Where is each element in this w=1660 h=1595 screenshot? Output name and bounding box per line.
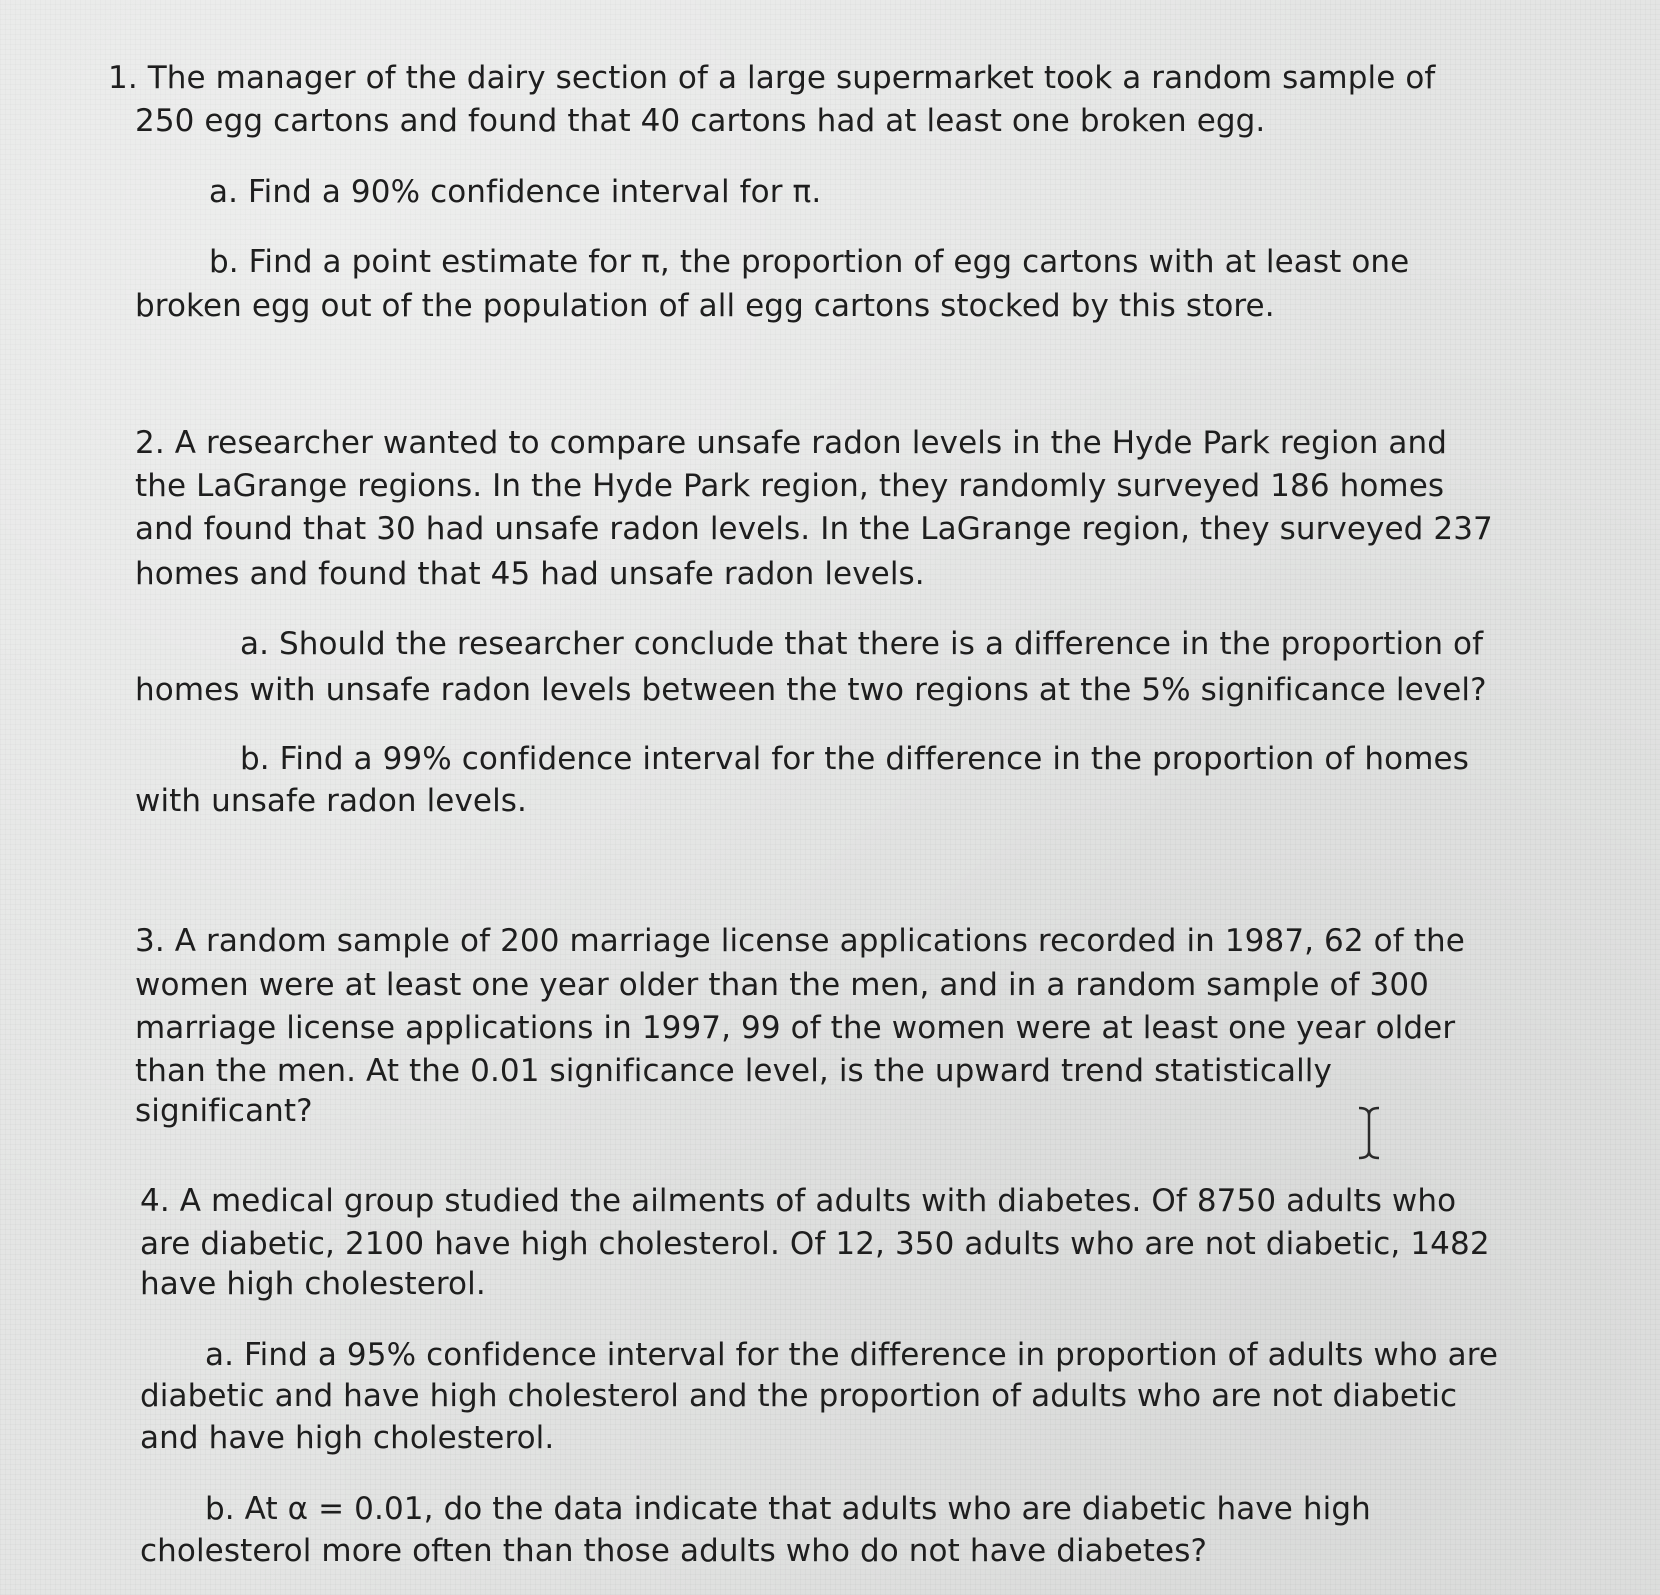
question-3-line-4: than the men. At the 0.01 significance level, is the upward trend statistically bbox=[135, 1053, 1332, 1089]
question-2-line-3: and found that 30 had unsafe radon levels. In the LaGrange region, they surveyed 237 bbox=[135, 511, 1493, 547]
question-3-line-2: women were at least one year older than the men, and in a random sample of 300 bbox=[135, 967, 1429, 1003]
question-4a-line-3: and have high cholesterol. bbox=[140, 1420, 555, 1456]
question-1-line-1: 1. The manager of the dairy section of a large supermarket took a random sample of bbox=[108, 60, 1436, 96]
question-1b-line-1: b. Find a point estimate for π, the proportion of egg cartons with at least one bbox=[209, 244, 1410, 280]
question-3-line-5: significant? bbox=[135, 1093, 313, 1129]
question-4b-line-2: cholesterol more often than those adults who do not have diabetes? bbox=[140, 1533, 1208, 1569]
question-4a-line-1: a. Find a 95% confidence interval for the difference in proportion of adults who are bbox=[205, 1337, 1499, 1373]
question-3-line-1: 3. A random sample of 200 marriage license applications recorded in 1987, 62 of the bbox=[135, 923, 1465, 959]
question-4-line-3: have high cholesterol. bbox=[140, 1266, 486, 1302]
text-cursor-icon bbox=[1355, 1105, 1383, 1161]
question-1-line-2: 250 egg cartons and found that 40 cartons had at least one broken egg. bbox=[135, 103, 1266, 139]
question-2b-line-2: with unsafe radon levels. bbox=[135, 783, 528, 819]
question-2a-line-2: homes with unsafe radon levels between the two regions at the 5% significance level? bbox=[135, 672, 1487, 708]
question-4a-line-2: diabetic and have high cholesterol and the proportion of adults who are not diabetic bbox=[140, 1378, 1458, 1414]
question-2-line-2: the LaGrange regions. In the Hyde Park region, they randomly surveyed 186 homes bbox=[135, 468, 1445, 504]
question-4-line-2: are diabetic, 2100 have high cholesterol. Of 12, 350 adults who are not diabetic, 1482 bbox=[140, 1226, 1490, 1262]
question-1a-line-1: a. Find a 90% confidence interval for π. bbox=[209, 174, 822, 210]
question-4b-line-1: b. At α = 0.01, do the data indicate that adults who are diabetic have high bbox=[205, 1491, 1371, 1527]
question-2-line-4: homes and found that 45 had unsafe radon levels. bbox=[135, 556, 925, 592]
question-2a-line-1: a. Should the researcher conclude that there is a difference in the proportion of bbox=[240, 626, 1484, 662]
question-3-line-3: marriage license applications in 1997, 99 of the women were at least one year older bbox=[135, 1010, 1456, 1046]
question-2b-line-1: b. Find a 99% confidence interval for the difference in the proportion of homes bbox=[240, 741, 1469, 777]
question-4-line-1: 4. A medical group studied the ailments of adults with diabetes. Of 8750 adults who bbox=[140, 1183, 1457, 1219]
question-2-line-1: 2. A researcher wanted to compare unsafe radon levels in the Hyde Park region and bbox=[135, 425, 1448, 461]
question-1b-line-2: broken egg out of the population of all egg cartons stocked by this store. bbox=[135, 288, 1275, 324]
